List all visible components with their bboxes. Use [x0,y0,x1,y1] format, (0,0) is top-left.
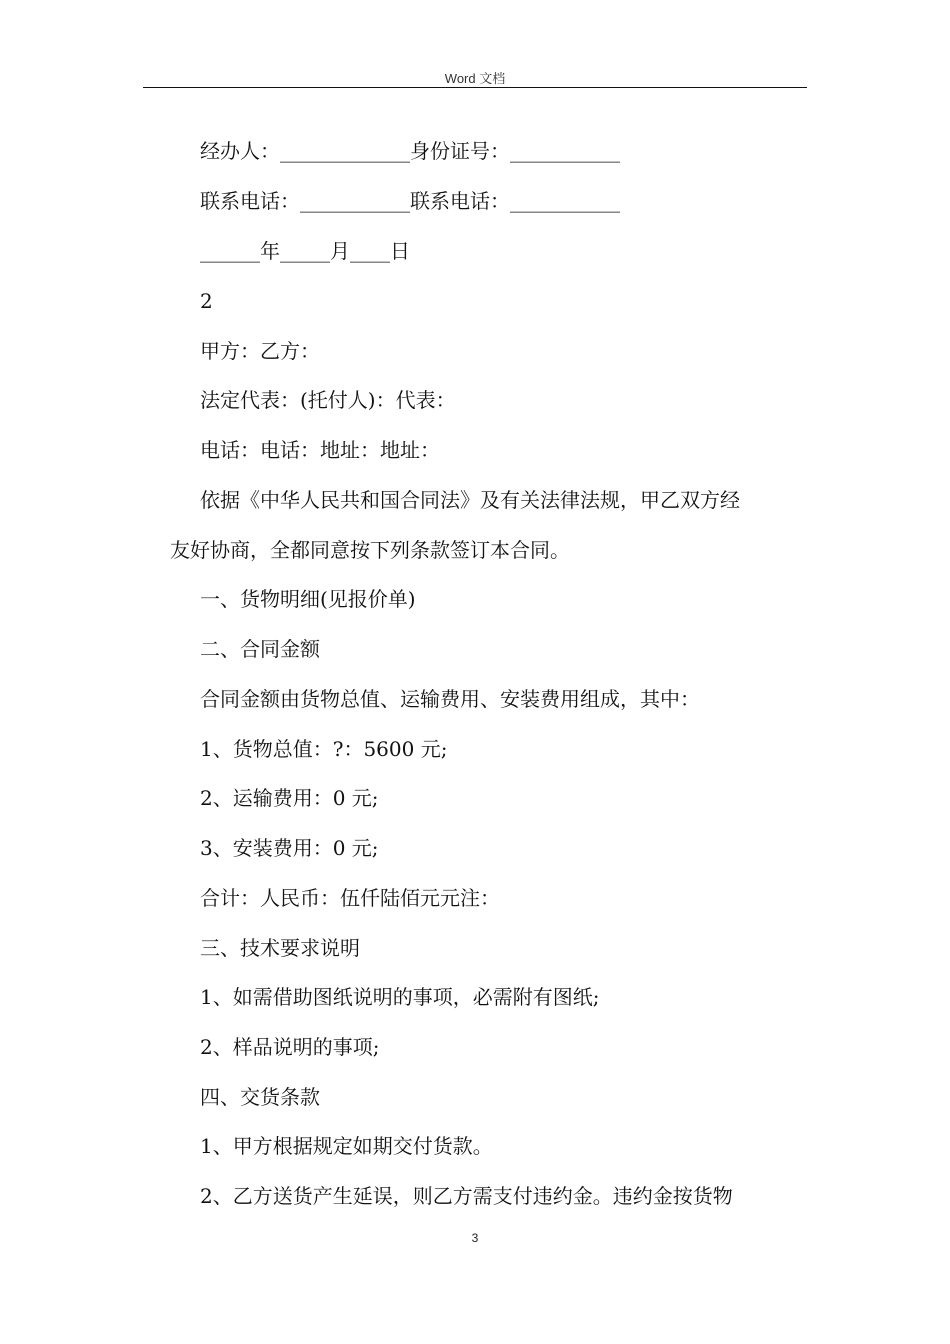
date-line: ______年_____月____日 [200,239,410,263]
section-number: 2 [200,289,213,313]
delivery-term-2: 2、乙方送货产生延误，则乙方需支付违约金。违约金按货物 [200,1184,733,1208]
delivery-term-1: 1、甲方根据规定如期交付货款。 [200,1134,493,1158]
page-number: 3 [471,1231,479,1245]
phone-address-line: 电话：电话：地址：地址： [200,438,440,462]
parties-line: 甲方：乙方： [200,339,320,363]
total-amount: 合计：人民币：伍仟陆佰元元注： [200,886,500,910]
installation-cost: 3、安装费用：0 元; [200,836,379,860]
sample-requirement: 2、样品说明的事项; [200,1035,380,1059]
header-divider [143,87,807,88]
clause-technical-requirements: 三、技术要求说明 [200,936,360,960]
clause-contract-amount: 二、合同金额 [200,637,320,661]
preamble-line-1: 依据《中华人民共和国合同法》及有关法律法规，甲乙双方经 [200,488,740,512]
clause-goods-details: 一、货物明细(见报价单) [200,587,416,611]
handler-id-line: 经办人：_____________身份证号：___________ [200,139,620,163]
clause-delivery-terms: 四、交货条款 [200,1085,320,1109]
preamble-line-2: 友好协商，全都同意按下列条款签订本合同。 [170,538,570,562]
contact-phone-line: 联系电话：___________联系电话：___________ [200,189,620,213]
transport-cost: 2、运输费用：0 元; [200,786,379,810]
representatives-line: 法定代表：(托付人)：代表： [200,388,456,412]
document-header-title: Word 文档 [444,71,506,86]
goods-total-value: 1、货物总值：?：5600 元; [200,737,448,761]
drawing-requirement: 1、如需借助图纸说明的事项，必需附有图纸; [200,985,600,1009]
amount-composition: 合同金额由货物总值、运输费用、安装费用组成，其中： [200,687,700,711]
